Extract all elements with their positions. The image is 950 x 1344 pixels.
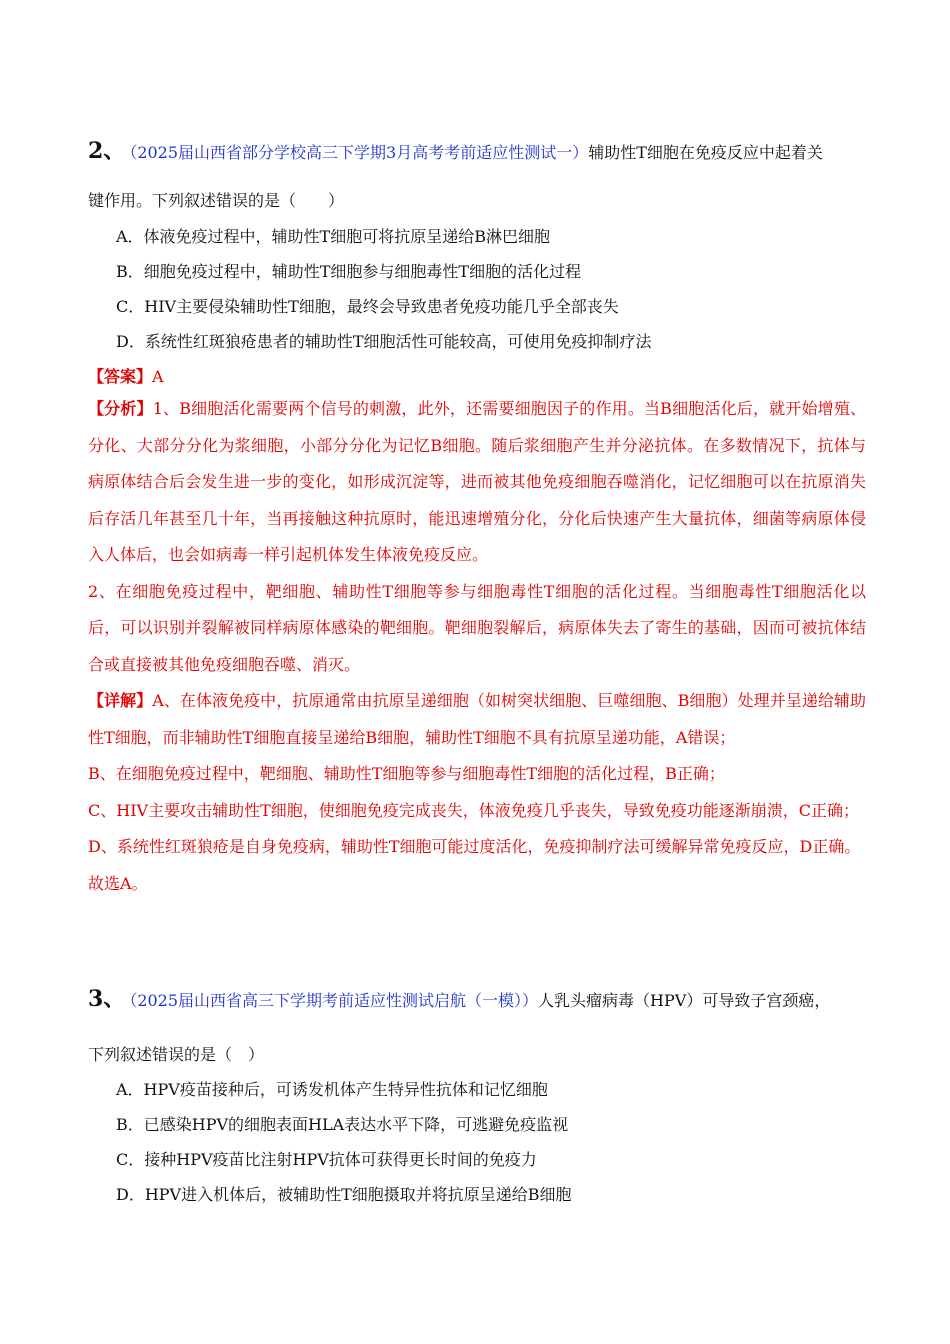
detail-a: 【详解】A、在体液免疫中，抗原通常由抗原呈递细胞（如树突状细胞、巨噬细胞、B细胞）处理并呈递给辅助性T细胞，而非辅助性T细胞直接呈递给B细胞，辅助性T细胞不具有抗原呈递功能，A错误；: [88, 691, 866, 747]
question-source: （2025届山西省高三下学期考前适应性测试启航（一模））: [129, 991, 539, 1010]
analysis-tag: 【分析】: [88, 399, 153, 418]
question-2-header: [88, 124, 868, 180]
option-b: B．细胞免疫过程中，辅助性T细胞参与细胞毒性T细胞的活化过程: [116, 262, 582, 281]
detail-b: B、在细胞免疫过程中，靶细胞、辅助性T细胞等参与细胞毒性T细胞的活化过程，B正确；: [88, 764, 725, 783]
question-stem: 人乳头瘤病毒（HPV）可导致子宫颈癌，: [538, 991, 831, 1010]
answer-tag: 【答案】: [88, 367, 153, 386]
conclusion: 故选A。: [88, 873, 148, 893]
question-3-stem-continued: 下列叙述错误的是（ ）: [88, 1045, 265, 1064]
analysis-section: [88, 391, 866, 902]
detail-tag: 【详解】: [88, 691, 153, 710]
question-source: （2025届山西省部分学校高三下学期3月高考考前适应性测试一）: [129, 143, 589, 162]
option-c: C．HIV主要侵染辅助性T细胞，最终会导致患者免疫功能几乎全部丧失: [116, 297, 619, 316]
answer-value: A: [152, 367, 164, 386]
analysis-paragraph-1: 【分析】1、B细胞活化需要两个信号的刺激，此外，还需要细胞因子的作用。当B细胞活化后，就开始增殖、分化、大部分分化为浆细胞，小部分分化为记忆B细胞。随后浆细胞产生并分泌抗体。在多数情况下，抗体与病原体结合后会发生进一步的变化，如形成沉淀等，进而被其他免疫细胞吞噬消化，记忆细胞可以在抗原消失后存活几年甚至几十年，当再接触这种抗原时，能迅速增殖分化，分化后快速产生大量抗体，细菌等病原体侵入人体后，也会如病毒一样引起机体发生体液免疫反应。: [88, 399, 866, 564]
option-d: D．HPV进入机体后，被辅助性T细胞摄取并将抗原呈递给B细胞: [116, 1185, 572, 1204]
question-number: 2、: [88, 138, 126, 164]
option-c: C．接种HPV疫苗比注射HPV抗体可获得更长时间的免疫力: [116, 1150, 537, 1169]
answer-line: [88, 364, 868, 387]
analysis-paragraph-2: 2、在细胞免疫过程中，靶细胞、辅助性T细胞等参与细胞毒性T细胞的活化过程。当细胞毒性T细胞活化以后，可以识别并裂解被同样病原体感染的靶细胞。靶细胞裂解后，病原体失去了寄生的基础，因而可被抗体结合或直接被其他免疫细胞吞噬、消灭。: [88, 581, 866, 674]
question-number: 3、: [88, 986, 126, 1012]
detail-d: D、系统性红斑狼疮是自身免疫病，辅助性T细胞可能过度活化，免疫抑制疗法可缓解异常免疫反应，D正确。: [88, 837, 861, 856]
option-d: D．系统性红斑狼疮患者的辅助性T细胞活性可能较高，可使用免疫抑制疗法: [116, 332, 652, 351]
question-2-stem-continued: 键作用。下列叙述错误的是（ ）: [88, 191, 345, 210]
option-a: A．HPV疫苗接种后，可诱发机体产生特异性抗体和记忆细胞: [116, 1080, 548, 1099]
question-3-header: [88, 972, 868, 1028]
option-b: B．已感染HPV的细胞表面HLA表达水平下降，可逃避免疫监视: [116, 1115, 569, 1134]
option-a: A．体液免疫过程中，辅助性T细胞可将抗原呈递给B淋巴细胞: [116, 227, 550, 246]
question-stem: 辅助性T细胞在免疫反应中起着关: [588, 143, 823, 162]
detail-c: C、HIV主要攻击辅助性T细胞，使细胞免疫完成丧失，体液免疫几乎丧失，导致免疫功能逐渐崩溃，C正确；: [88, 800, 859, 820]
